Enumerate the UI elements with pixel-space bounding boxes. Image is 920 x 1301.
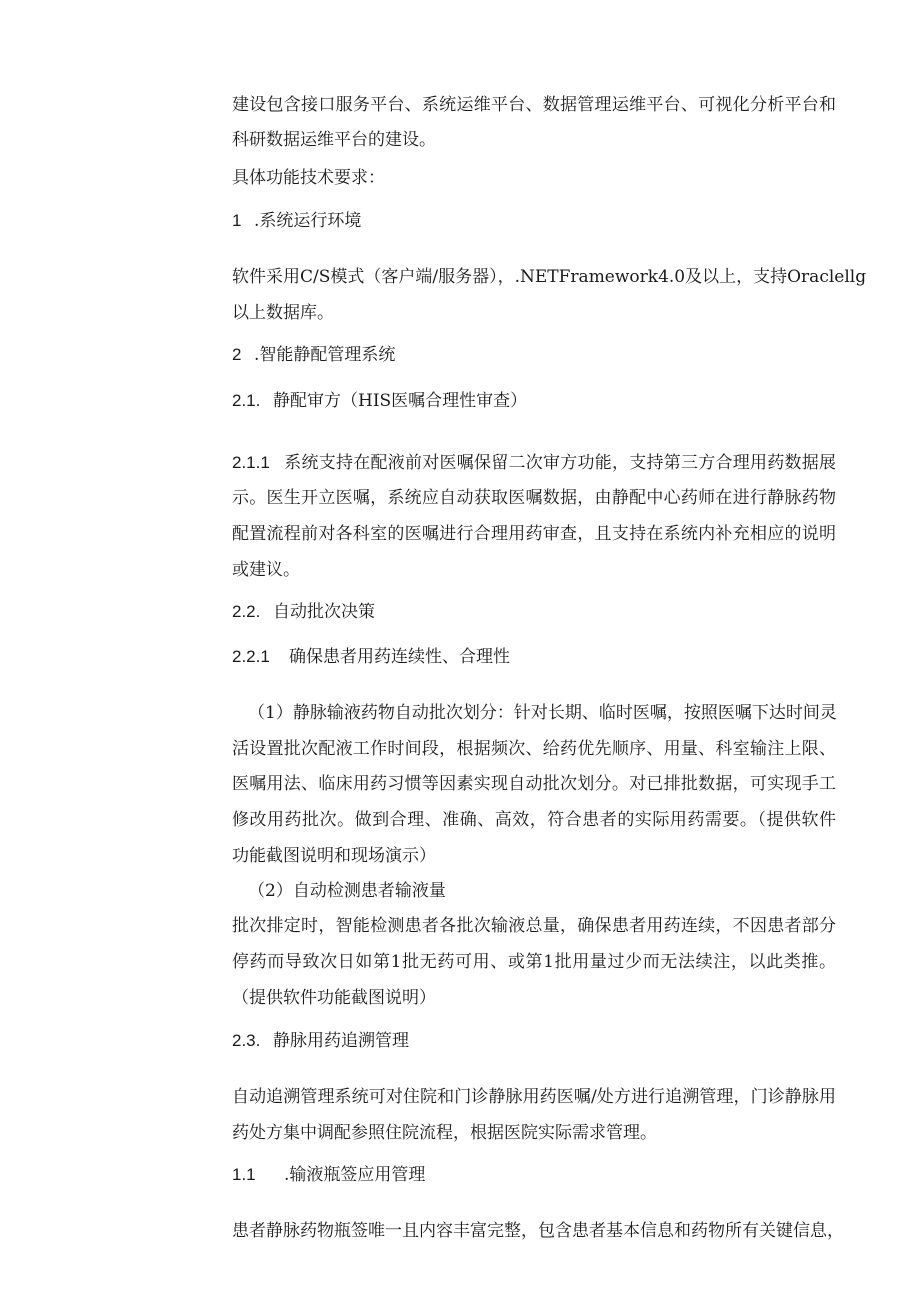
section-number: 1.1 [232,1165,256,1184]
section-2-2-1-heading [232,645,510,669]
item-2-title: （2）自动检测患者输液量 [248,881,446,901]
item-1-line-2: 活设置批次配液工作时间段，根据频次、给药优先顺序、用量、科室输注上限、 [232,739,836,759]
section-2-1-1-line-3: 配置流程前对各科室的医嘱进行合理用药审查，且支持在系统内补充相应的说明 [232,524,836,544]
item-2-line-1: 批次排定时，智能检测患者各批次输液总量，确保患者用药连续，不因患者部分 [232,916,836,936]
intro-line-2: 科研数据运维平台的建设。 [232,130,436,150]
section-number: 2.1.1 [232,453,270,472]
section-number: 2 [232,345,242,364]
section-2-3-line-2: 药处方集中调配参照住院流程，根据医院实际需求管理。 [232,1123,657,1143]
section-number: 2.3. [232,1031,261,1050]
section-title: 静配审方（HIS医嘱合理性审查） [273,391,528,411]
item-2-line-2: 停药而导致次日如第1批无药可用、或第1批用量过少而无法续注，以此类推。 [232,952,836,972]
section-2-3-line-1: 自动追溯管理系统可对住院和门诊静脉用药医嘱/处方进行追溯管理，门诊静脉用 [232,1087,836,1107]
intro-line-1: 建设包含接口服务平台、系统运维平台、数据管理运维平台、可视化分析平台和 [232,95,836,115]
section-title: 静脉用药追溯管理 [273,1031,409,1051]
section-2-1-1-line-2: 示。医生开立医嘱，系统应自动获取医嘱数据，由静配中心药师在进行静脉药物 [232,488,836,508]
section-number: 2.1. [232,391,261,410]
section-number: 1 [232,211,242,230]
paragraph-text: 系统支持在配液前对医嘱保留二次审方功能，支持第三方合理用药数据展 [284,453,836,473]
item-1-line-3: 医嘱用法、临床用药习惯等因素实现自动批次划分。对已排批数据，可实现手工 [232,774,836,794]
section-2-3-heading [232,1029,409,1053]
paragraph-last-line: 患者静脉药物瓶签唯一且内容丰富完整，包含患者基本信息和药物所有关键信息， [232,1221,844,1241]
section-1-1-heading [232,1163,425,1187]
requirements-label: 具体功能技术要求： [232,168,385,188]
section-1-heading [232,209,361,233]
section-2-1-heading [232,389,527,413]
section-number: 2.2. [232,602,261,621]
section-title: .系统运行环境 [254,211,362,231]
item-2-line-3: （提供软件功能截图说明） [232,988,436,1008]
section-title: .输液瓶签应用管理 [284,1165,426,1185]
section-2-heading [232,343,395,367]
section-2-1-1-line-1 [232,451,836,475]
item-1-line-1: （1）静脉输液药物自动批次划分：针对长期、临时医嘱，按照医嘱下达时间灵 [248,703,837,723]
section-title: 确保患者用药连续性、合理性 [289,647,510,667]
section-title: .智能静配管理系统 [254,345,396,365]
section-1-body-line-1: 软件采用C/S模式（客户端/服务器），.NETFramework4.0及以上，支持Oraclellg [232,267,867,287]
section-number: 2.2.1 [232,647,270,666]
item-1-line-4: 修改用药批次。做到合理、准确、高效，符合患者的实际用药需要。（提供软件 [232,810,836,830]
section-2-1-1-line-4: 或建议。 [232,560,300,580]
section-1-body-line-2: 以上数据库。 [232,303,334,323]
section-2-2-heading [232,600,375,624]
section-title: 自动批次决策 [273,602,375,622]
item-1-line-5: 功能截图说明和现场演示） [232,846,436,866]
